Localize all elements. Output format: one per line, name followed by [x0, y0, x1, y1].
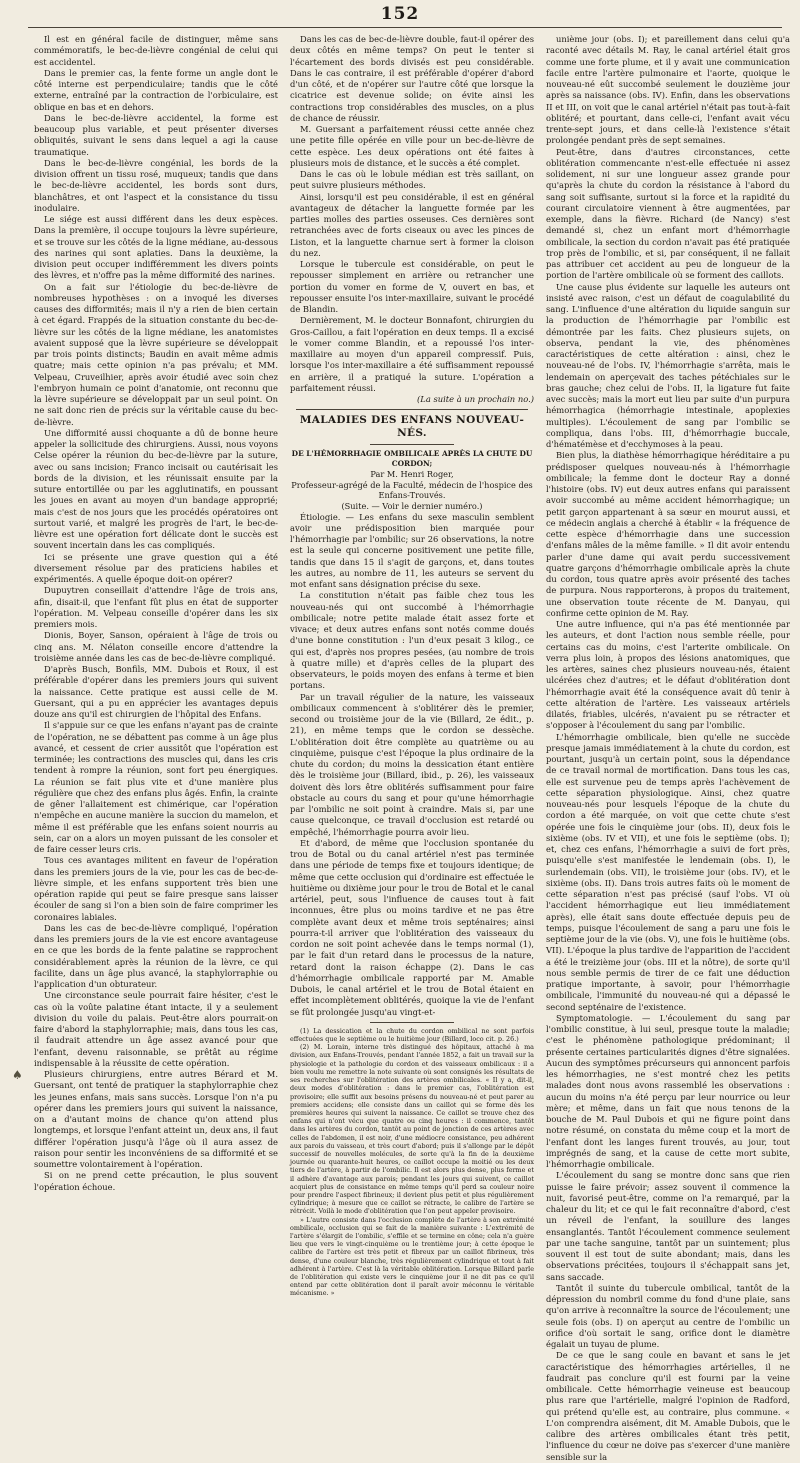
continuation-note: (La suite à un prochain no.): [417, 394, 534, 404]
paragraph: Par un travail régulier de la nature, les vaisseaux ombilicaux commencent à s'oblitérer dès le premier, second ou troisième jour de la vie (Billard, 2e édit., p. 21), en même temps que le cordon se dessèche. L'oblitération doit être complète au quatrième ou au cinquième, puisque c'est l'époque la plus ordinaire de la chute du cordon; du moins la dessication étant entière dès le troisième jour (Billard, ibid., p. 26), les vaisseaux doivent dès lors être oblitérés suffisamment pour faire obstacle au cours du sang et pour qu'une hémorrhagie par l'ombilic ne soit point à craindre. Mais si, par une cause quelconque, ce travail d'occlusion est retardé ou empêché, l'hémorrhagie pourra avoir lieu.: [290, 691, 534, 837]
article-continued-note: (Suite. — Voir le dernier numéro.): [341, 501, 483, 512]
paragraph: Ainsi, lorsqu'il est peu considérable, il est en général avantageux de détacher la languette formée par les parties molles des parties osseuses. Ces dernières sont retranchées avec de forts ciseaux ou avec les pinces de Liston, et la languette charnue sert à former la cloison du nez.: [290, 191, 534, 258]
section-title: MALADIES DES ENFANS NOUVEAU-NÉS.: [299, 414, 525, 440]
paragraph: Une autre influence, qui n'a pas été mentionnée par les auteurs, et dont l'action nous semble réelle, pour certains cas du moins, c'est l'arterite ombilicale. On verra plus loin, à propos des lésions anatomiques, que les artères, saines chez plusieurs nouveau-nés, étaient ulcérées chez d'autres; et le défaut d'oblitération dont l'hémorrhagie avait été la conséquence avait dû tenir à cette altération de l'artère. Les vaisseaux artériels dilatés, friables, ulcérés, n'avaient pu se rétracter et s'opposer à l'écoulement du sang par l'ombilic.: [546, 619, 790, 731]
paragraph: Le siége est aussi différent dans les deux espèces. Dans la première, il occupe toujours la lèvre supérieure, et se trouve sur les côtés de la ligne médiane, au-dessous des narines qui sont aplaties. Dans la deuxième, la division peut occuper indifféremment les divers points des lèvres, et n'offre pas la même difformité des narines.: [34, 214, 278, 281]
paragraph: Dans le bec-de-lièvre congénial, les bords de la division offrent un tissu rosé, muqueux; tandis que dans le bec-de-lièvre accidentel, les bords sont durs, blanchâtres, et ont l'aspect et la consistance du tissu inodulaire.: [34, 157, 278, 213]
paragraph: Tantôt il suinte du tubercule ombilical, tantôt de la dépression du nombril comme du fond d'une plaie, sans qu'on arrive à reconnaître la source de l'écoulement; une seule fois (obs. I) on aperçut au centre de l'ombilic un orifice d'où sortait le sang, orifice dont le diamètre égalait un tuyau de plume.: [546, 1282, 790, 1349]
paragraph: L'hémorrhagie ombilicale, bien qu'elle ne succède presque jamais immédiatement à la chute du cordon, est pourtant, jusqu'à un certain point, sous la dépendance de ce travail normal de mortification. Dans tous les cas, elle est survenue peu de temps après l'achèvement de cette séparation physiologique. Ainsi, chez quatre nouveau-nés pour lesquels l'époque de la chute du cordon a été marquée, on voit que cette chute s'est opérée une fois le cinquième jour (obs. II), deux fois le sixième (obs. IV et VII), et une fois le septième (obs. I); et, chez ces enfans, l'hémorrhagie a suivi de fort près, puisqu'elle s'est manifestée le lendemain (obs. I), le surlendemain (obs. VII), le troisième jour (obs. IV), et le sixième (obs. II). Dans trois autres faits où le moment de cette séparation n'est pas précisé (sauf l'obs. VI où l'accident hémorrhagique eut lieu immédiatement après), elle était sans doute effectuée depuis peu de temps, puisque l'écoulement de sang a paru une fois le septième jour de la vie (obs. V), une fois le huitième (obs. VII). L'époque la plus tardive de l'apparition de l'accident a été le treizième jour (obs. III et la nôtre), de sorte qu'il nous semble permis de tirer de ce fait une déduction pratique importante, à savoir, pour l'hémorrhagie ombilicale, l'immunité du nouveau-né qui a dépassé le second septénaire de l'existence.: [546, 731, 791, 1012]
paragraph: Il s'appuie sur ce que les enfans n'ayant pas de crainte de l'opération, ne se débattent pas comme à un âge plus avancé, et cessent de crier aussitôt que l'opération est terminée; les contractions des muscles qui, dans les cris tendent à rompre la réunion, sont fort peu énergiques. La réunion se fait plus vite et d'une manière plus régulière que chez des enfans plus âgés. Enfin, la crainte de gêner l'allaitement est chimérique, car l'opération n'empêche en aucune manière la succion du mamelon, et même il est préférable que les enfans soient nourris au sein, car on a alors un moyen puissant de les consoler et de faire cesser leurs cris.: [34, 720, 278, 854]
paragraph: Plusieurs chirurgiens, entre autres Bérard et M. Guersant, ont tenté de pratiquer la staphylorraphie chez les jeunes enfans, mais sans succès. Lorsque l'on n'a pu opérer dans les premiers jours qui suivent la naissance, on a d'autant moins de chance qu'on attend plus longtemps, et lorsque l'enfant atteint un, deux ans, il faut différer l'opération jusqu'à l'âge où il aura assez de raison pour sentir les inconvéniens de sa difformité et se soumettre volontairement à l'opération.: [34, 1069, 278, 1169]
paragraph: Dans le premier cas, la fente forme un angle dont le côté interne est perpendiculaire; tandis que le côté externe, entraîné par la contraction de l'orbiculaire, est oblique en bas et en dehors.: [34, 67, 278, 112]
paragraph: Dans les cas de bec-de-lièvre compliqué, l'opération dans les premiers jours de la vie est encore avantageuse en ce que les bords de la fente palatine se rapprochent considérablement après la réunion de la lèvre, ce qui facilite, dans un âge plus avancé, la staphylorraphie ou l'application d'un obturateur.: [34, 922, 278, 989]
paragraph: Il est en général facile de distinguer, même sans commémoratifs, le bec-de-lièvre congénial de celui qui est accidentel.: [34, 34, 278, 67]
paragraph: Dans le bec-de-lièvre accidentel, la forme est beaucoup plus variable, et peut présenter diverses obliquités, suivant le sens dans lequel a agi la cause traumatique.: [34, 112, 278, 157]
paragraph: M. Guersant a parfaitement réussi cette année chez une petite fille opérée en ville pour un bec-de-lièvre de cette espèce. Les deux opérations ont été faites à plusieurs mois de distance, et le succès a été complet.: [290, 124, 534, 168]
paragraph: Une difformité aussi choquante a dû de bonne heure appeler la sollicitude des chirurgiens. Aussi, nous voyons Celse opérer la réunion du bec-de-lièvre par la suture, avec ou sans incision; Franco incisait ou cautérisait les bords de la division, et les réunissait ensuite par la suture entortillée ou par les agglutinatifs, en poussant les joues en avant au moyen d'un bandage approprié; mais c'est de nos jours que les procédés opératoires ont surtout varié, et malgré les progrès de l'art, le bec-de-lièvre est une opération fort délicate dont le succès est souvent incertain dans les cas compliqués.: [34, 427, 278, 551]
column-1: [34, 34, 278, 1192]
paragraph: Symptomatologie. — L'écoulement du sang par l'ombilic constitue, à lui seul, presque toute la maladie; c'est le phénomène pathologique prédominant; il présente certaines particularités dignes d'être signalées. Aucun des symptômes précurseurs qui annoncent parfois les hémorrhagies, ne s'est montré chez les petits malades dont nous avons rassemblé les observations : aucun du moins n'a été perçu par leur nourrice ou leur mère; et même, dans un fait que nous tenons de la bouche de M. Paul Dubois et qui ne figure point dans notre résumé, on constata du même coup et la mort de l'enfant dont les langes furent trouvés, au jour, tout imprégnés de sang, et la cause de cette mort subite, l'hémorrhagie ombilicale.: [546, 1012, 790, 1169]
paragraph: De ce que le sang coule en bavant et sans le jet caractéristique des hémorrhagies artérielles, il ne faudrait pas conclure qu'il est fourni par la veine ombilicale. Cette hémorrhagie veineuse est beaucoup plus rare que l'artérielle, malgré l'opinion de Radford, qui prétend qu'elle est, au contraire, plus commune. « L'on comprendra aisément, dit M. Amable Dubois, que le calibre des artères ombilicales étant très petit, l'influence du cœur ne doive pas s'exercer d'une manière sensible sur la: [546, 1350, 790, 1462]
footnote: (1) La dessication et la chute du cordon ombilical ne sont parfois effectuées que le septième ou le huitième jour (Billard, loco cit. p. 26.): [290, 1026, 534, 1044]
paragraph: Lorsque le tubercule est considérable, on peut le repousser simplement en arrière ou retrancher une portion du vomer en forme de V, ouvert en bas, et repousser ensuite l'os inter-maxillaire, suivant le procédé de Blandin.: [290, 259, 534, 314]
page-number: 152: [380, 4, 420, 24]
paragraph: Dans les cas de bec-de-lièvre double, faut-il opérer des deux côtés en même temps? On peut le tenter si l'écartement des bords divisés est peu considérable. Dans le cas contraire, il est préférable d'opérer d'abord d'un côté, et de n'opérer sur l'autre côté que lorsque la cicatrice est devenue solide; on évite ainsi les contractions trop considérables des muscles, on a plus de chance de réussir.: [290, 34, 534, 123]
paragraph: Dans le cas où le lobule médian est très saillant, on peut suivre plusieurs méthodes.: [290, 169, 534, 191]
paragraph: Dupuytren conseillait d'attendre l'âge de trois ans, afin, disait-il, que l'enfant fût plus en état de supporter l'opération. M. Velpeau conseille d'opérer dans les six premiers mois.: [34, 585, 278, 629]
paragraph: Une circonstance seule pourrait faire hésiter, c'est le cas où la voûte palatine étant intacte, il y a seulement division du voile du palais. Peut-être alors pourrait-on faire d'abord la staphylorraphie; mais, dans tous les cas, il faudrait attendre un âge assez avancé pour que l'enfant, devenu raisonnable, se prêtât au régime indispensable à la réussite de cette opération.: [34, 990, 278, 1068]
paragraph: L'écoulement du sang se montre donc sans que rien puisse le faire prévoir; assez souvent il commence la nuit, favorisé peut-être, comme on l'a remarqué, par la chaleur du lit; et ce qui le fait reconnaître d'abord, c'est un réveil de l'enfant, la souillure des langes ensanglantés. Tantôt l'écoulement commence seulement par une tache sanguine, tantôt par un suintement; plus souvent il est tout de suite abondant; mais, dans les observations précitées, toujours il s'échappait sans jet, sans saccade.: [546, 1170, 790, 1282]
article-author: Par M. Henri Roger,: [370, 469, 454, 480]
paragraph: Étiologie. — Les enfans du sexe masculin semblent avoir une prédisposition bien marquée pour l'hémorrhagie par l'ombilic; sur 26 observations, la notre est la seule qui concerne positivement une petite fille, tandis que dans 15 il s'agit de garçons, et, dans toutes les autres, au nombre de 11, les auteurs se servent du mot enfant sans désignation précise du sexe.: [290, 511, 534, 590]
paragraph: Tous ces avantages militent en faveur de l'opération dans les premiers jours de la vie, pour les cas de bec-de-lièvre simple, et les enfans supportent très bien une opération rapide qui peut se faire presque sans laisser écouler de sang si l'on a bien soin de faire comprimer les coronaires labiales.: [34, 855, 278, 922]
paragraph: Ici se présente une grave question qui a été diversement résolue par des praticiens habiles et expérimentés. A quelle époque doit-on opérer?: [34, 551, 278, 584]
article-title: DE L'HÉMORRHAGIE OMBILICALE APRÈS LA CHUTE DU CORDON;: [291, 449, 533, 469]
header-rule: [28, 27, 782, 28]
paragraph: Dionis, Boyer, Sanson, opéraient à l'âge de trois ou cinq ans. M. Nélaton conseille encore d'attendre la troisième année dans les cas de bec-de-lièvre compliqué.: [34, 630, 278, 663]
section-rule-short: [370, 444, 454, 445]
paragraph: On a fait sur l'étiologie du bec-de-lièvre de nombreuses hypothèses : on a invoqué les diverses causes des difformités; mais il n'y a rien de bien certain à cet égard. Frappés de la situation constante du bec-de-lièvre sur les côtés de la ligne médiane, les anatomistes avaient supposé que la lèvre supérieure se développait par trois points distincts; Baudin en avait même admis quatre; mais cette opinion n'a pas prévalu; et MM. Velpeau, Cruveilhier, après avoir étudié avec soin chez l'embryon humain ce point d'anatomie, ont reconnu que la lèvre supérieure se développait par un seul point. On ne sait donc rien de précis sur la véritable cause du bec-de-lièvre.: [34, 281, 278, 427]
paragraph: Peut-être, dans d'autres circonstances, cette oblitération commencante n'est-elle effectuée ni assez solidement, ni sur une longueur assez grande pour qu'après la chute du cordon la résistance à l'abord du sang soit suffisante, surtout si la force et la rapidité du courant circulatoire viennent à être augmentées, par exemple, dans la fièvre. Richard (de Nancy) s'est demandé si, chez un enfant mort d'hémorrhagie ombilicale, la section du cordon n'avait pas été pratiquée trop près de l'ombilic, et si, par conséquent, il ne fallait pas attribuer cet accident au peu de longueur de la portion de l'artère ombilicale où se forment des caillots.: [546, 146, 790, 281]
paragraph: Dernièrement, M. le docteur Bonnafont, chirurgien du Gros-Caillou, a fait l'opération en deux temps. Il a excisé le vomer comme Blandin, et a repoussé l'os inter-maxillaire au moyen d'un appareil compressif. Puis, lorsque l'os inter-maxillaire a été suffisamment repoussé en arrière, il a pratiqué la suture. L'opération a parfaitement réussi.: [290, 315, 534, 393]
column-3: [546, 34, 791, 1462]
column-2: [290, 34, 534, 1298]
footnote-rule: [370, 1022, 454, 1023]
paragraph: Bien plus, la diathèse hémorrhagique héréditaire a pu prédisposer quelques nouveau-nés à l'hémorrhagie ombilicale; la femme dont le docteur Ray a donné l'histoire (obs. IV) eut deux autres enfans qui paraissent avoir succombé au même accident hémorrhagique; un petit garçon appartenant à sa sœur en mourut aussi, et ce médecin anglais a cherché à établir « la fréquence de cette espèce d'hémorrhagie dans une succession d'enfans mâles de la même famille. » Il dit avoir entendu parler d'une dame qui avait perdu successivement quatre garçons d'hémorrhagie ombilicale après la chute du cordon, tous quatre après avoir présenté des taches de purpura. Nous rapporterons, à propos du traitement, une observation toute récente de M. Danyau, qui confirme cette opinion de M. Ray.: [546, 450, 790, 618]
page-mark: ♠: [12, 1068, 23, 1082]
paragraph: Si on ne prend cette précaution, le plus souvent l'opération échoue.: [34, 1170, 278, 1192]
paragraph: La constitution n'était pas faible chez tous les nouveau-nés qui ont succombé à l'hémorrhagie ombilicale; notre petite malade était assez forte et vivace; et deux autres enfans sont notés comme doués d'une bonne constitution : l'un d'eux pesait 3 kilog., ce qui est, d'après nos propres pesées, (au nombre de trois à quatre mille) et d'après celles de la plupart des observateurs, le poids moyen des enfans à terme et bien portans.: [290, 590, 534, 691]
paragraph: Et d'abord, de même que l'occlusion spontanée du trou de Botal ou du canal artériel n'est pas terminée dans une période de temps fixe et toujours identique; de même que cette occlusion qui d'ordinaire est effectuée le huitième ou dixième jour pour le trou de Botal et le canal artériel, peut, sous l'influence de causes tout à fait inconnues, être plus ou moins tardive et ne pas être complète avant deux et même trois septénaires; ainsi pourra-t-il arriver que l'oblitération des vaisseaux du cordon ne soit point achevée dans le temps normal (1), par le fait d'un retard dans le processus de la nature, retard dont la raison échappe (2). Dans le cas d'hémorrhagie ombilicale rapporté par M. Amable Dubois, le canal artériel et le trou de Botal étaient en effet incomplètement oblitérés, quoique la vie de l'enfant se fût prolongée jusqu'au vingt-et-: [290, 837, 534, 1017]
footnote: » L'autre consiste dans l'occlusion complète de l'artère à son extrémité ombilicale, occlusion qui se fait de la manière suivante : L'extrémité de l'artère s'élargit de l'ombilic, s'effile et se termine en cône; cela n'a guère lieu que vers le vingt-cinquième ou le trentième jour; à cette époque le calibre de l'artère est très petit et fibreux par un caillot fibrineux, très dense, d'une couleur blanche, très régulièrement cylindrique et tout à fait adhérent à l'artère. C'est là la véritable oblitération. Lorsque Billard parle de l'oblitération qui existe vers le cinquième jour il ne dit pas ce qu'il entend par cette oblitération dont il paraît avoir méconnu le véritable mécanisme. »: [290, 1215, 534, 1298]
paragraph: Une cause plus évidente sur laquelle les auteurs ont insisté avec raison, c'est un défaut de coagulabilité du sang. L'influence d'une altération du liquide sanguin sur la production de l'hémorrhagie par l'ombilic est démontrée par les faits. Chez plusieurs sujets, on observa, pendant la vie, des phénomènes caractéristiques de cette altération : ainsi, chez le nouveau-né de l'obs. IV, l'hémorrhagie s'arrêta, mais le lendemain on aperçevait des taches pétéchiales sur le bras gauche; chez celui de l'obs. II, la ligature fut faite avec succès; mais la mort eut lieu par suite d'un purpura hémorrhagica (hémorrhagie intestinale, apoplexies multiples). L'écoulement de sang par l'ombilic se compliqua, dans l'obs. III, d'hémorrhagie buccale, d'hématémèse et d'ecchymoses à la peau.: [546, 281, 790, 449]
footnote: (2) M. Lorain, interne très distingué des hôpitaux, attaché à ma division, aux Enfans-Trouvés, pendant l'année 1852, a fait un travail sur la physiologie et la pathologie du cordon et des vaisseaux ombilicaux : il a bien voulu me remettre la note suivante où sont consignés les résultats de ses recherches sur l'oblitération des artères ombilicales. « Il y a, dit-il, deux modes d'oblitération : dans le premier cas, l'oblitération est provisoire; elle suffit aux besoins présens du nouveau-né et peut parer au premiers accidens; elle consiste dans un caillot qui se forme dès les premières heures qui suivent la naissance. Ce caillot se trouve chez des enfans qui n'ont vécu que quatre ou cinq heures : il commence, tantôt dans les artères du cordon, tantôt au point de jonction de ces artères avec celles de l'abdomen, il est noir, d'une médiocre consistance, peu adhérent aux parois du vaisseau, et très court d'abord; puis il s'allonge par le dépôt successif de nouvelles molécules, de sorte qu'à la fin de la deuxième journée ou quarante-huit heures, ce caillot occupe la moitié ou les deux tiers de l'artère, à partir de l'ombilic. Il est alors plus dense, plus ferme et il adhère d'avantage aux parois; pendant les jours qui suivent, ce caillot acquiert plus de consistance en même temps qu'il perd sa couleur noire pour prendre l'aspect fibrineux; il devient plus petit et plus régulièrement cylindrique; à mesure que ce caillot se rétracte, le calibre de l'artère se rétrécit. Voilà le mode d'oblitération que l'on peut appeler provisoire.: [290, 1043, 534, 1216]
paragraph: D'après Busch, Bonfils, MM. Dubois et Roux, il est préférable d'opérer dans les premiers jours qui suivent la naissance. Cette pratique est aussi celle de M. Guersant, qui a pu en apprécier les avantages depuis douze ans qu'il est chirurgien de l'hôpital des Enfans.: [34, 664, 278, 719]
section-rule: [296, 409, 528, 410]
paragraph: unième jour (obs. I); et pareillement dans celui qu'a raconté avec détails M. Ray, le canal artériel était gros comme une forte plume, et il y avait une communication facile entre l'artère pulmonaire et l'aorte, quoique le nouveau-né eût succombé seulement le douzième jour après sa naissance (obs. IV). Enfin, dans les observations II et III, on voit que le canal artériel n'était pas tout-à-fait oblitéré; et pourtant, dans celle-ci, l'enfant avait vécu trente-sept jours, et dans celle-là l'existence s'était prolongée pendant près de sept semaines.: [546, 34, 790, 146]
article-author-role: Professeur-agrégé de la Faculté, médecin de l'hospice des Enfans-Trouvés.: [291, 479, 533, 501]
